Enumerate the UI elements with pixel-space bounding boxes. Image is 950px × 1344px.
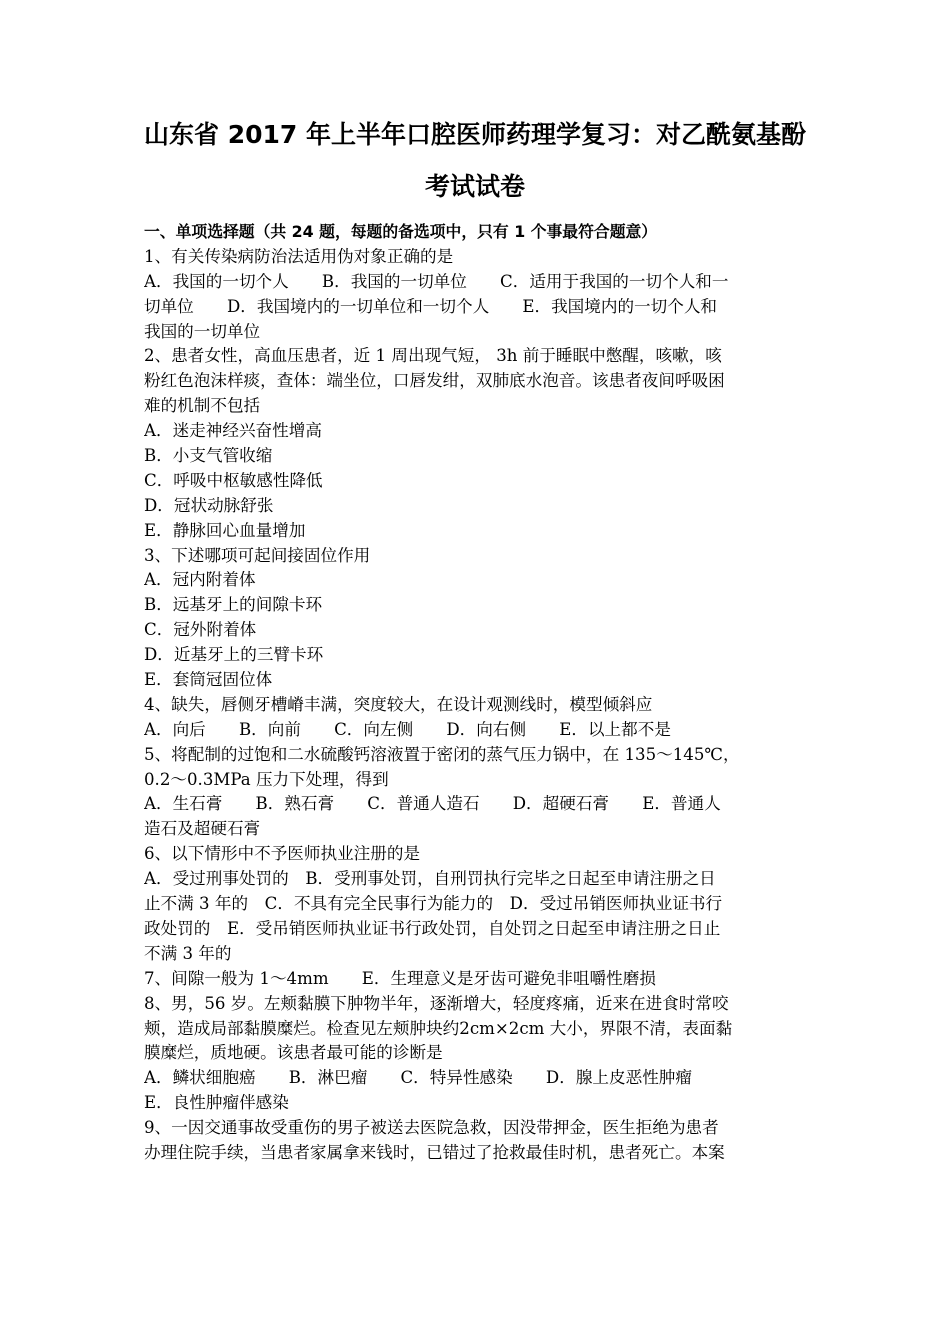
text-line: A．受过刑事处罚的 B．受刑事处罚，自刑罚执行完毕之日起至申请注册之日 — [144, 869, 716, 889]
text-line: B．远基牙上的间隙卡环 — [144, 595, 323, 615]
text-line: 止不满 3 年的 C．不具有完全民事行为能力的 D．受过吊销医师执业证书行 — [144, 894, 723, 914]
text-line: 粉红色泡沫样痰，查体：端坐位，口唇发绀，双肺底水泡音。该患者夜间呼吸困 — [144, 371, 725, 391]
text-line: 我国的一切单位 — [144, 321, 261, 341]
text-line: 1、有关传染病防治法适用伪对象正确的是 — [144, 246, 454, 266]
text-line: 0.2～0.3MPa 压力下处理，得到 — [144, 769, 389, 789]
text-line: 难的机制不包括 — [144, 396, 261, 416]
text-line: A．向后 B．向前 C．向左侧 D．向右侧 E．以上都不是 — [144, 719, 671, 739]
document-body — [144, 220, 816, 1166]
text-line: D．冠状动脉舒张 — [144, 495, 274, 515]
text-line: B．小支气管收缩 — [144, 446, 273, 466]
text-line: C．冠外附着体 — [144, 620, 257, 640]
text-line: D．近基牙上的三臂卡环 — [144, 645, 324, 665]
text-line: 8、男，56 岁。左颊黏膜下肿物半年，逐渐增大，轻度疼痛，近来在进食时常咬 — [144, 993, 729, 1013]
text-line: 政处罚的 E．受吊销医师执业证书行政处罚，自处罚之日起至申请注册之日止 — [144, 918, 721, 938]
question-lines — [144, 245, 816, 1166]
document-title-line-1: 山东省 2017 年上半年口腔医师药理学复习：对乙酰氨基酚 — [144, 120, 806, 149]
text-line: A．鳞状细胞癌 B．淋巴瘤 C．特异性感染 D．腺上皮恶性肿瘤 — [144, 1068, 692, 1088]
text-line: 7、间隙一般为 1～4mm E．生理意义是牙齿可避免非咀嚼性磨损 — [144, 968, 656, 988]
text-line: 2、患者女性，高血压患者，近 1 周出现气短， 3h 前于睡眠中憋醒，咳嗽，咳 — [144, 346, 722, 366]
text-line: 颊，造成局部黏膜糜烂。检查见左颊肿块约2cm×2cm 大小，界限不清，表面黏 — [144, 1018, 733, 1038]
text-line: 造石及超硬石膏 — [144, 819, 261, 839]
text-line: 3、下述哪项可起间接固位作用 — [144, 545, 371, 565]
text-line: 不满 3 年的 — [144, 943, 232, 963]
text-line: E．良性肿瘤伴感染 — [144, 1093, 289, 1113]
text-line: 4、缺失，唇侧牙槽嵴丰满，突度较大，在设计观测线时，模型倾斜应 — [144, 694, 653, 714]
document-title-line-2: 考试试卷 — [424, 172, 525, 201]
text-line: 办理住院手续，当患者家属拿来钱时，已错过了抢救最佳时机，患者死亡。本案 — [144, 1142, 725, 1162]
text-line: A．迷走神经兴奋性增高 — [144, 421, 322, 441]
text-line: 6、以下情形中不予医师执业注册的是 — [144, 844, 421, 864]
text-line: A．生石膏 B．熟石膏 C．普通人造石 D．超硬石膏 E．普通人 — [144, 794, 721, 814]
text-line: A．冠内附着体 — [144, 570, 256, 590]
text-line: E．套筒冠固位体 — [144, 670, 273, 690]
text-line: 膜糜烂，质地硬。该患者最可能的诊断是 — [144, 1043, 443, 1063]
text-line: E．静脉回心血量增加 — [144, 520, 306, 540]
text-line: 5、将配制的过饱和二水硫酸钙溶液置于密闭的蒸气压力锅中，在 135～145℃， — [144, 744, 740, 764]
text-line: A．我国的一切个人 B．我国的一切单位 C．适用于我国的一切个人和一 — [144, 271, 729, 291]
text-line: 9、一因交通事故受重伤的男子被送去医院急救，因没带押金，医生拒绝为患者 — [144, 1118, 719, 1138]
text-line: C．呼吸中枢敏感性降低 — [144, 470, 323, 490]
section-heading: 一、单项选择题（共 24 题，每题的备选项中，只有 1 个事最符合题意） — [144, 222, 658, 241]
text-line: 切单位 D．我国境内的一切单位和一切个人 E．我国境内的一切个人和 — [144, 296, 718, 316]
